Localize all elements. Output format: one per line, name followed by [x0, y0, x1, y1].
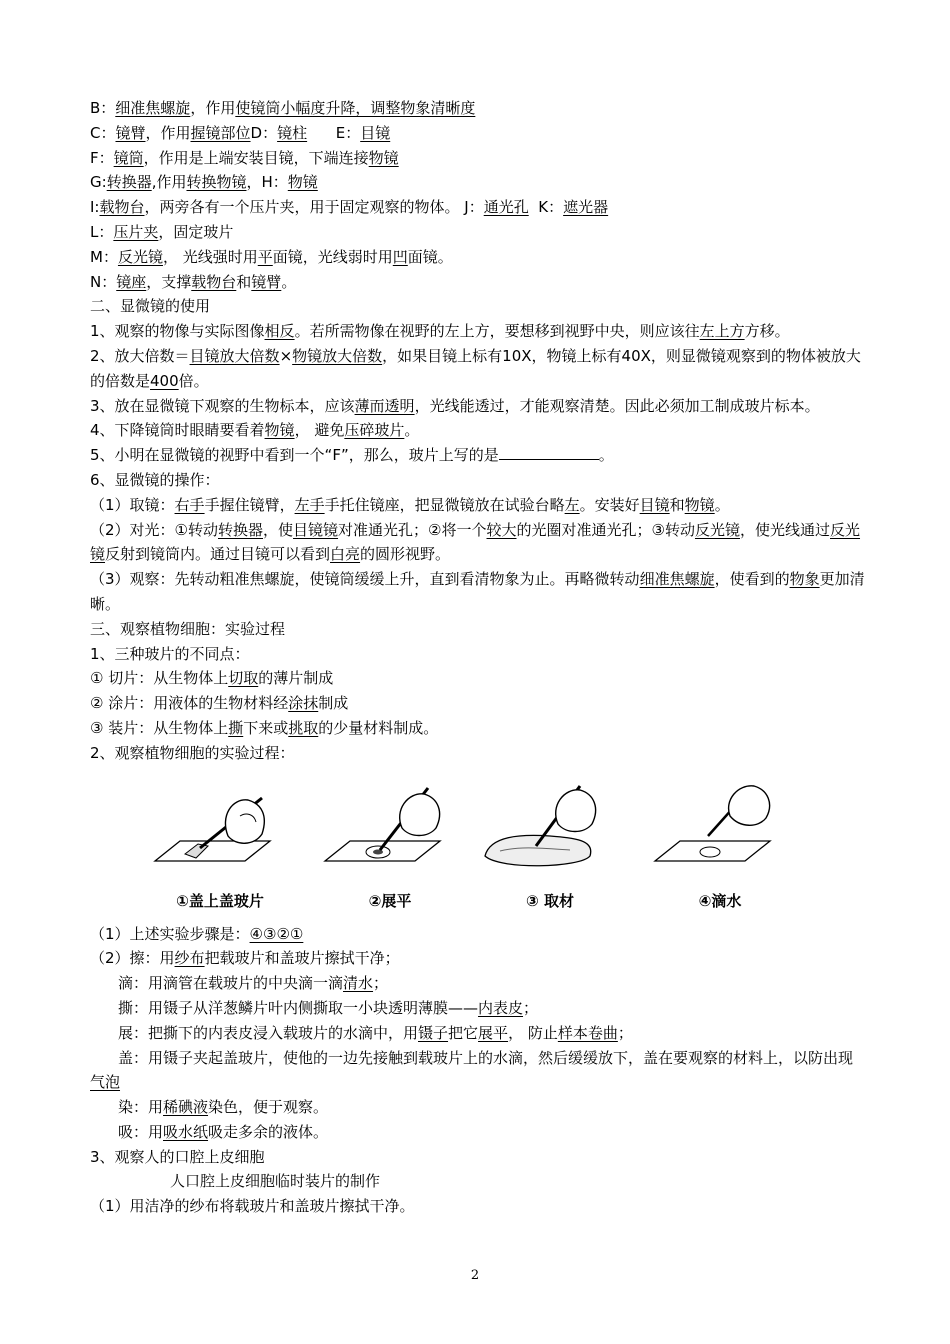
text: 把载玻片和盖玻片擦拭干净； [204, 949, 400, 968]
line-l [90, 220, 865, 245]
answer: 物镜 [684, 495, 715, 514]
text: ，如果目镜上标有10X，物镜上标有40X，则显微镜观察到的物体被放大的倍数是 [90, 346, 861, 390]
answer: 转换器 [106, 173, 152, 192]
answer: 细准焦螺旋 [639, 570, 715, 589]
text: C： [90, 123, 116, 142]
answer: 目镜镜 [293, 520, 339, 539]
text: 染：用 [118, 1098, 164, 1117]
list-heading: 2、观察植物细胞的实验过程： [90, 743, 295, 762]
text: B： [90, 99, 116, 117]
answer: 物镜放大倍数 [292, 346, 383, 365]
answer: 物镜 [368, 148, 399, 167]
paragraph-3 [90, 394, 865, 419]
text: 把它 [448, 1023, 479, 1042]
question-2 [90, 946, 865, 971]
answer: 压片夹 [113, 222, 159, 241]
text: ，H： [246, 173, 288, 192]
answer: 右手 [174, 495, 205, 514]
flatten-illustration [320, 776, 460, 886]
text: 撕：用镊子从洋葱鳞片叶内侧撕取一小块透明薄膜—— [118, 998, 479, 1017]
list-item [90, 691, 865, 716]
answer: 镊子 [418, 1023, 449, 1042]
answer: 镜柱 [277, 123, 308, 142]
answer: 通光孔 [483, 198, 529, 217]
paragraph-9 [90, 567, 865, 617]
answer: 镜臂 [251, 272, 282, 291]
text: 的少量材料制成。 [318, 718, 439, 737]
text: 方移。 [744, 322, 790, 341]
answer: 反光镜 [694, 520, 740, 539]
answer: 切取 [228, 669, 259, 688]
line-m [90, 245, 865, 270]
text: ,作用 [151, 173, 187, 192]
take-material-illustration [480, 776, 620, 886]
text: 更加清晰。 [90, 570, 865, 613]
text: 。 [598, 446, 614, 465]
text: ； [373, 974, 389, 993]
answer: ④③②① [249, 924, 304, 943]
text: ， 防止 [508, 1023, 558, 1042]
text: 下来或 [243, 718, 289, 737]
step-drop [90, 971, 865, 996]
text: 面镜。 [407, 247, 453, 266]
text: I: [90, 198, 100, 217]
line-g [90, 170, 865, 195]
line-n [90, 270, 865, 295]
text: 对准通光孔；②将一个 [338, 520, 487, 539]
figure-caption: ①盖上盖玻片 [176, 891, 264, 910]
text: （1）取镜： [90, 495, 175, 514]
paragraph-8 [90, 518, 865, 568]
figure-caption: ④滴水 [698, 891, 742, 910]
text: ， 光线强时用 [162, 247, 258, 266]
text: （1）上述实验步骤是： [90, 924, 250, 943]
text: 反射到镜筒内。通过目镜可以看到 [105, 545, 331, 564]
answer: 纱布 [174, 949, 205, 968]
text: 吸：用 [118, 1122, 164, 1141]
answer: 较大 [486, 520, 517, 539]
answer: 使镜筒小幅度升降，调整物象清晰度 [235, 99, 476, 117]
paragraph-1 [90, 319, 865, 344]
answer: 目镜 [360, 123, 391, 142]
answer: 清水 [343, 974, 374, 993]
answer: 内表皮 [478, 998, 524, 1017]
question-1 [90, 922, 865, 947]
page-number: 2 [470, 1268, 480, 1283]
paragraph-6: 6、显微镜的操作： [90, 470, 220, 489]
answer: 样本卷曲 [557, 1023, 618, 1042]
answer: 400 [150, 371, 179, 390]
figure-step [320, 776, 460, 916]
paragraph-2 [90, 344, 865, 394]
answer: 左上方 [699, 322, 745, 341]
text: ，作用 [145, 123, 191, 142]
text: 2、放大倍数＝ [90, 346, 190, 365]
line-f [90, 146, 865, 171]
experiment-figure [150, 776, 800, 916]
text: 。 [404, 421, 420, 440]
cover-slip-illustration [150, 776, 290, 886]
answer: 凹 [392, 247, 408, 266]
answer: 镜臂 [115, 123, 146, 142]
answer: 左 [564, 495, 580, 514]
answer: 展平 [478, 1023, 509, 1042]
text: ，使光线通过 [739, 520, 830, 539]
text: G: [90, 173, 107, 192]
text: ，光线能透过，才能观察清楚。因此必须加工制成玻片标本。 [414, 396, 820, 415]
text: 。 [714, 495, 730, 514]
step-absorb [90, 1120, 865, 1145]
answer: 载物台 [99, 198, 145, 217]
text: 5、小明在显微镜的视野中看到一个“F”，那么，玻片上写的是 [90, 446, 499, 465]
text: 制成 [318, 694, 349, 713]
text: ， 避免 [294, 421, 345, 440]
text: ； [523, 998, 539, 1017]
step-tear [90, 996, 865, 1021]
figure-caption: ②展平 [368, 891, 412, 910]
section-heading: 二、显微镜的使用 [90, 297, 211, 316]
answer: 握镜部位 [190, 123, 251, 142]
text: 盖：用镊子夹起盖玻片，使他的一边先接触到载玻片上的水滴，然后缓缓放下，盖在要观察的材料上，以防出现 [118, 1048, 854, 1067]
answer: 转换器 [218, 520, 264, 539]
text: ，作用是上端安装目镜，下端连接 [143, 148, 369, 167]
text: 。 [281, 272, 297, 291]
answer: 载物台 [191, 272, 237, 291]
answer: 物镜 [264, 421, 295, 440]
answer-blank [499, 445, 599, 460]
line-c [90, 121, 865, 146]
figure-caption: ③ 取材 [526, 891, 574, 910]
text: M： [90, 247, 118, 266]
answer: 细准焦螺旋 [115, 99, 191, 117]
answer: 撕 [228, 718, 244, 737]
line-b [90, 96, 865, 121]
text: 。安装好 [579, 495, 640, 514]
answer: 薄而透明 [354, 396, 415, 415]
text: 3、放在显微镜下观察的生物标本，应该 [90, 396, 355, 415]
text: 的薄片制成 [258, 669, 334, 688]
text: F： [90, 148, 114, 167]
answer: 目镜 [639, 495, 670, 514]
text: 1、观察的物像与实际图像 [90, 322, 265, 341]
text: 手托住镜座，把显微镜放在试验台略 [324, 495, 565, 514]
answer: 挑取 [288, 718, 319, 737]
answer: 反光镜 [117, 247, 163, 266]
answer: 转换物镜 [186, 173, 247, 192]
answer: 吸水纸 [163, 1122, 209, 1141]
step-cover [90, 1046, 865, 1096]
text: 和 [669, 495, 685, 514]
text: 染色，便于观察。 [208, 1098, 329, 1117]
text: ； [617, 1023, 633, 1042]
text: 滴：用滴管在载玻片的中央滴一滴 [118, 974, 344, 993]
text: ，使 [263, 520, 294, 539]
text: ，支撑 [146, 272, 192, 291]
text: 面镜，光线弱时用 [272, 247, 393, 266]
text: 和 [236, 272, 252, 291]
paragraph-7 [90, 493, 865, 518]
text: ② 涂片：用液体的生物材料经 [90, 694, 289, 713]
answer: 左手 [294, 495, 325, 514]
list-item [90, 666, 865, 691]
text: N： [90, 272, 117, 291]
answer: 物镜 [287, 173, 318, 192]
text: 倍。 [178, 371, 209, 390]
text: ，作用 [190, 99, 236, 117]
text: 。若所需物像在视野的左上方，要想移到视野中央，则应该往 [294, 322, 700, 341]
line-i [90, 195, 865, 220]
list-heading: 3、观察人的口腔上皮细胞 [90, 1147, 265, 1166]
answer: 稀碘液 [163, 1098, 209, 1117]
answer: 气泡 [90, 1073, 121, 1092]
text: L： [90, 222, 114, 241]
text: （2）对光：①转动 [90, 520, 218, 539]
answer: 相反 [264, 322, 295, 341]
text: 手握住镜臂， [204, 495, 295, 514]
answer: 涂抹 [288, 694, 319, 713]
subheading: 人口腔上皮细胞临时装片的制作 [170, 1172, 381, 1191]
text: 吸走多余的液体。 [208, 1122, 329, 1141]
text: ，两旁各有一个压片夹，用于固定观察的物体。 J： [144, 198, 484, 217]
step-spread [90, 1021, 865, 1046]
step-stain [90, 1095, 865, 1120]
text: （3）观察：先转动粗准焦螺旋，使镜筒缓缓上升，直到看清物象为止。再略微转动 [90, 570, 640, 589]
list-item [90, 716, 865, 741]
answer: 镜座 [116, 272, 147, 291]
answer: 物象 [789, 570, 820, 589]
answer: 白亮 [330, 545, 361, 564]
text: ① 切片：从生物体上 [90, 669, 229, 688]
answer: 遮光器 [563, 198, 609, 217]
text: K： [538, 198, 564, 217]
text: 的光圈对准通光孔；③转动 [516, 520, 695, 539]
answer: 镜筒 [113, 148, 144, 167]
text: E： [335, 123, 361, 142]
answer: 目镜放大倍数 [189, 346, 280, 365]
text: ，固定玻片 [158, 222, 234, 241]
drop-water-illustration [650, 776, 790, 886]
text: 4、下降镜筒时眼睛要看着 [90, 421, 265, 440]
paragraph-4 [90, 418, 865, 443]
paragraph-5 [90, 443, 865, 468]
answer: 平 [257, 247, 273, 266]
text: 展：把撕下的内表皮浸入载玻片的水滴中，用 [118, 1023, 419, 1042]
list-heading: 1、三种玻片的不同点： [90, 644, 250, 663]
answer: 反光镜 [90, 520, 861, 564]
section-heading: 三、观察植物细胞：实验过程 [90, 619, 286, 638]
answer: 压碎玻片 [344, 421, 405, 440]
figure-step [150, 776, 290, 916]
text: ③ 装片：从生物体上 [90, 718, 229, 737]
text: D： [250, 123, 278, 142]
text: 的圆形视野。 [360, 545, 451, 564]
text: ，使看到的 [714, 570, 790, 589]
figure-step [650, 776, 790, 916]
document-body [90, 96, 865, 1219]
figure-step [480, 776, 620, 916]
text: （2）擦：用 [90, 949, 175, 968]
text: × [279, 346, 293, 365]
list-item: （1）用洁净的纱布将载玻片和盖玻片擦拭干净。 [90, 1197, 415, 1216]
